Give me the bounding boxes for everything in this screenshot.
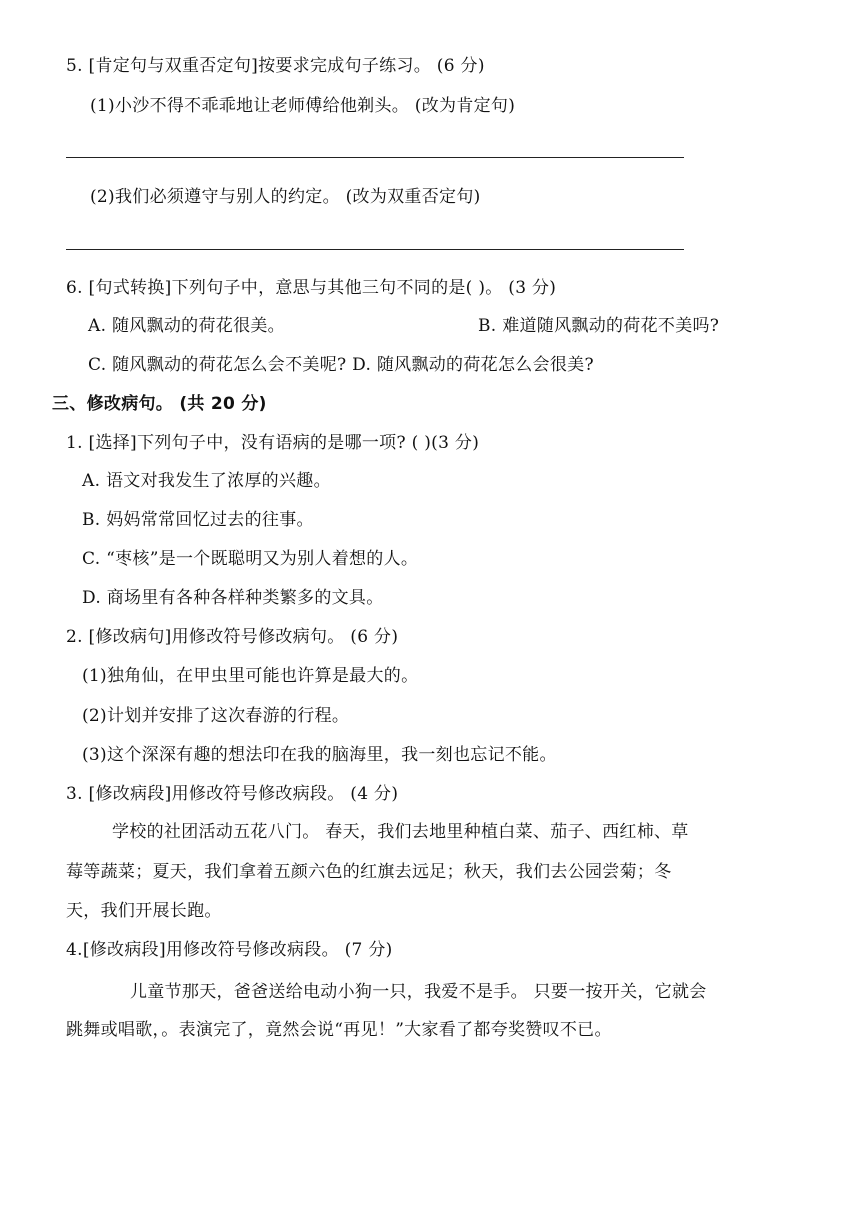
s3-q4-paragraph-line-2: 跳舞或唱歌，。表演完了，竟然会说“再见！”大家看了都夸奖赞叹不已。 bbox=[66, 1020, 612, 1040]
section3-heading: 三、修改病句。 (共 20 分) bbox=[52, 394, 267, 414]
q6-option-b[interactable]: B. 难道随风飘动的荷花不美吗? bbox=[478, 316, 720, 336]
q5-title: 5. [肯定句与双重否定句]按要求完成句子练习。 (6 分) bbox=[66, 56, 485, 76]
s3-q3-paragraph-line-2: 莓等蔬菜；夏天，我们拿着五颜六色的红旗去远足；秋天，我们去公园尝菊；冬 bbox=[66, 862, 672, 882]
s3-q3-paragraph-line-1: 学校的社团活动五花八门。 春天，我们去地里种植白菜、茄子、西红柿、草 bbox=[112, 822, 689, 842]
q6-options-cd[interactable]: C. 随风飘动的荷花怎么会不美呢? D. 随风飘动的荷花怎么会很美? bbox=[88, 355, 594, 375]
s3-q3-paragraph-line-3: 天，我们开展长跑。 bbox=[66, 901, 222, 921]
q5-answer-line-2[interactable] bbox=[66, 249, 684, 250]
s3-q2-sentence-3: (3)这个深深有趣的想法印在我的脑海里，我一刻也忘记不能。 bbox=[82, 745, 557, 765]
s3-q2-sentence-1: (1)独角仙，在甲虫里可能也许算是最大的。 bbox=[82, 666, 419, 686]
s3-q2-title: 2. [修改病句]用修改符号修改病句。 (6 分) bbox=[66, 627, 399, 647]
q5-sub2: (2)我们必须遵守与别人的约定。 (改为双重否定句) bbox=[90, 187, 481, 207]
s3-q1-option-d[interactable]: D. 商场里有各种各样种类繁多的文具。 bbox=[82, 588, 384, 608]
s3-q3-title: 3. [修改病段]用修改符号修改病段。 (4 分) bbox=[66, 784, 399, 804]
s3-q1-title: 1. [选择]下列句子中，没有语病的是哪一项? ( )(3 分) bbox=[66, 433, 480, 453]
s3-q1-option-c[interactable]: C. “枣核”是一个既聪明又为别人着想的人。 bbox=[82, 549, 419, 569]
s3-q2-sentence-2: (2)计划并安排了这次春游的行程。 bbox=[82, 706, 350, 726]
s3-q1-option-b[interactable]: B. 妈妈常常回忆过去的往事。 bbox=[82, 510, 314, 530]
s3-q4-paragraph-line-1: 儿童节那天，爸爸送给电动小狗一只，我爱不是手。 只要一按开关，它就会 bbox=[130, 982, 707, 1002]
q5-answer-line-1[interactable] bbox=[66, 157, 684, 158]
q6-option-a[interactable]: A. 随风飘动的荷花很美。 bbox=[88, 316, 285, 336]
s3-q1-option-a[interactable]: A. 语文对我发生了浓厚的兴趣。 bbox=[82, 471, 331, 491]
q6-options-ab bbox=[88, 314, 848, 338]
s3-q4-title: 4.[修改病段]用修改符号修改病段。 (7 分) bbox=[66, 940, 393, 960]
q5-sub1: (1)小沙不得不乖乖地让老师傅给他剃头。 (改为肯定句) bbox=[90, 96, 516, 116]
q6-title: 6. [句式转换]下列句子中，意思与其他三句不同的是( )。 (3 分) bbox=[66, 278, 557, 298]
